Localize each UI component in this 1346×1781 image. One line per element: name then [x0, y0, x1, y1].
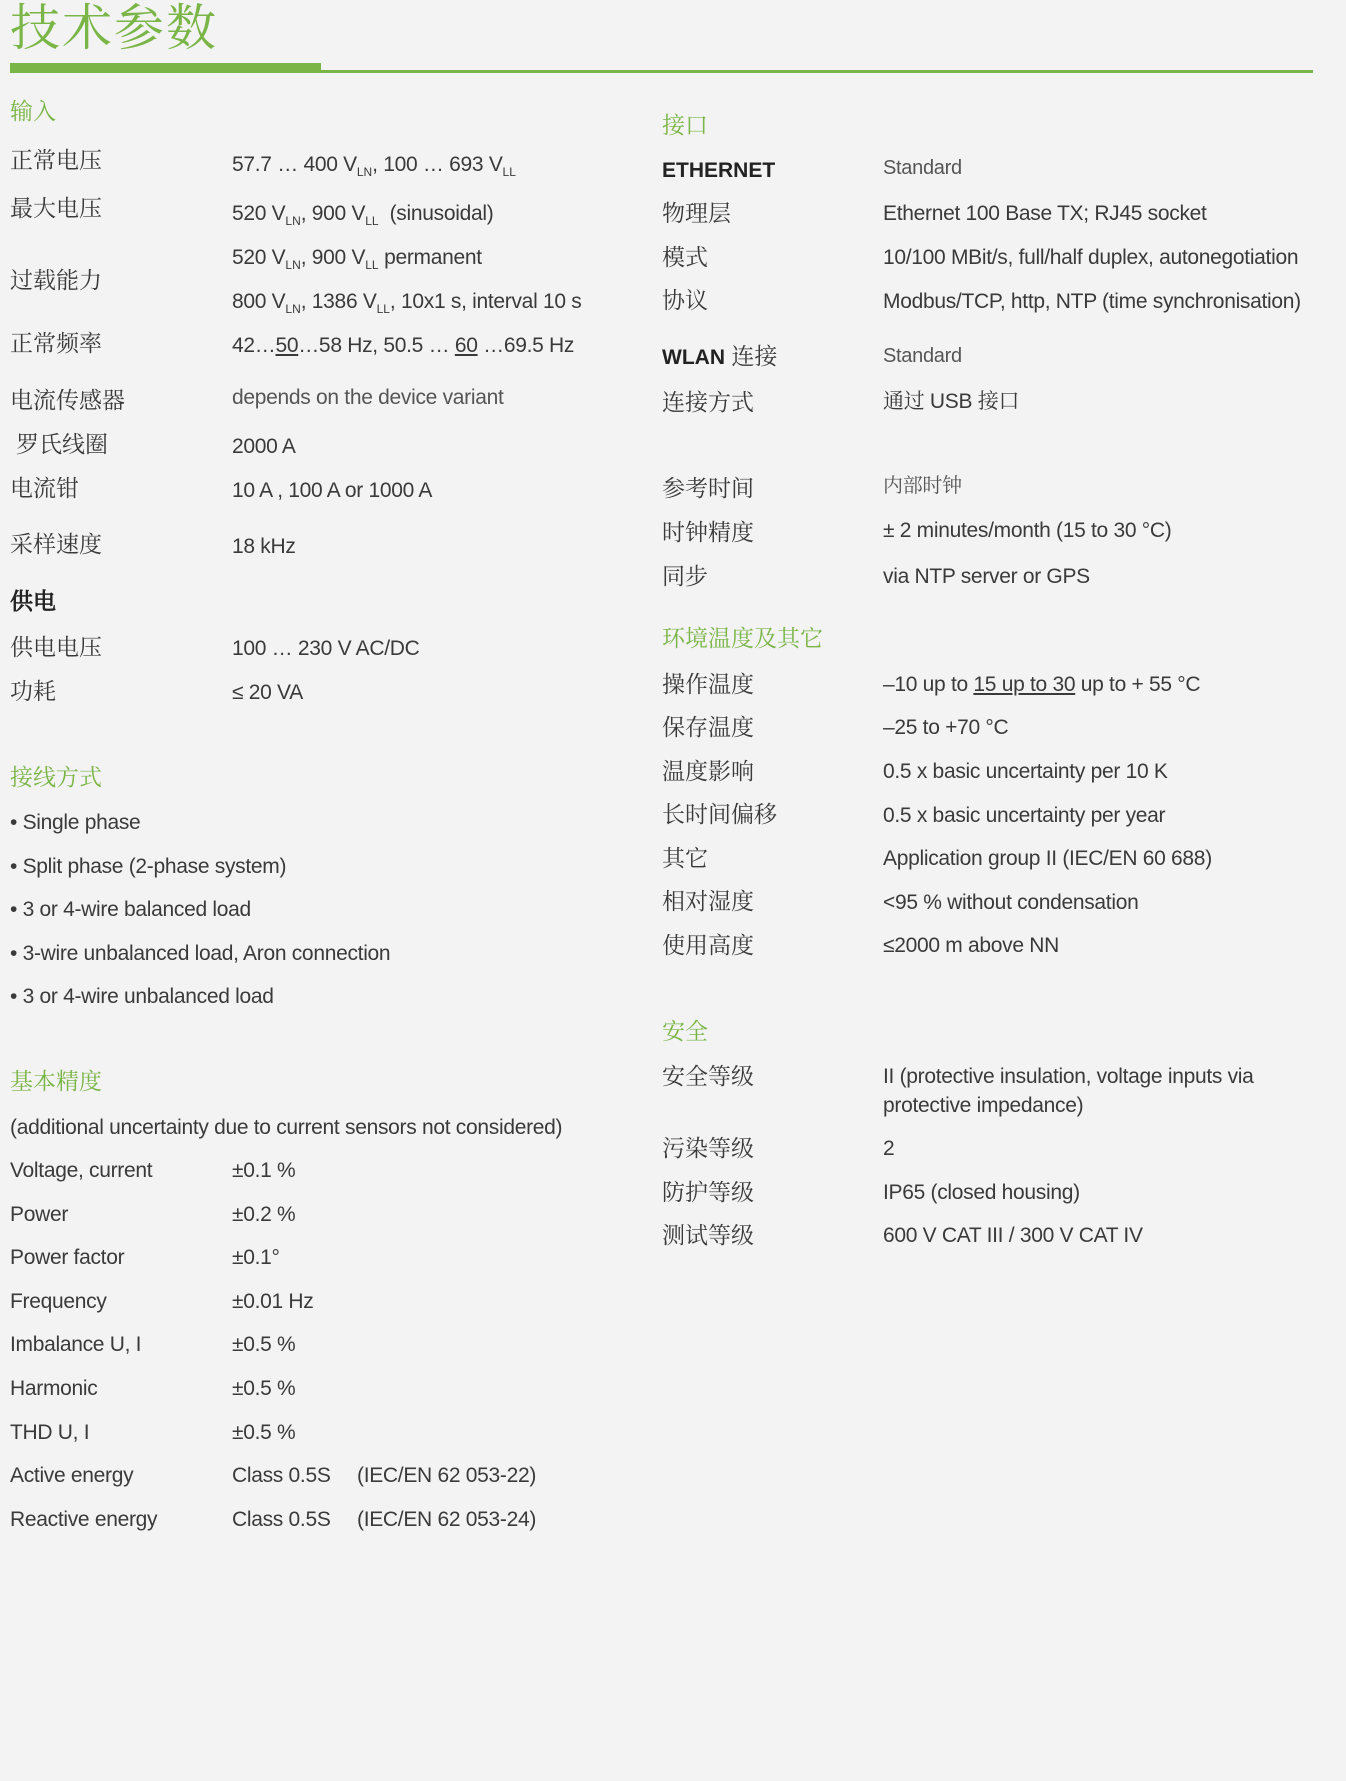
- wiring-item: • 3 or 4-wire unbalanced load: [10, 985, 274, 1008]
- sync-value: via NTP server or GPS: [883, 565, 1090, 588]
- frequency-label: 正常频率: [10, 330, 102, 356]
- reference-time-value: 内部时钟: [883, 475, 962, 497]
- accuracy-row-value: ±0.01 Hz: [232, 1290, 314, 1313]
- connection-value: 通过 USB 接口: [883, 390, 1020, 413]
- sampling-value: 18 kHz: [232, 535, 296, 558]
- accuracy-row-label: Power: [10, 1203, 69, 1226]
- protocol-value: Modbus/TCP, http, NTP (time synchronisation): [883, 290, 1301, 313]
- max-voltage-label: 最大电压: [10, 195, 102, 221]
- accuracy-row-value: ±0.5 %: [232, 1377, 296, 1400]
- current-sensor-label: 电流传感器: [10, 387, 125, 413]
- nominal-voltage-label: 正常电压: [10, 147, 102, 173]
- accuracy-row-value: Class 0.5S: [232, 1464, 331, 1487]
- safety-class-label: 安全等级: [662, 1063, 754, 1089]
- frequency-value: 42…50…58 Hz, 50.5 … 60 …69.5 Hz: [232, 334, 575, 357]
- sync-label: 同步: [662, 563, 708, 589]
- protection-value: IP65 (closed housing): [883, 1181, 1080, 1204]
- accuracy-row-value: ±0.5 %: [232, 1333, 296, 1356]
- supply-voltage-label: 供电电压: [10, 634, 102, 660]
- power-consumption-value: ≤ 20 VA: [232, 681, 303, 704]
- section-safety-heading: 安全: [662, 1018, 708, 1044]
- operating-temp-value: –10 up to 15 up to 30 up to + 55 °C: [883, 673, 1201, 696]
- accuracy-row-value: ±0.2 %: [232, 1203, 296, 1226]
- current-sensor-value: depends on the device variant: [232, 386, 504, 409]
- section-wiring-heading: 接线方式: [10, 764, 102, 790]
- accuracy-row-standard: (IEC/EN 62 053-22): [357, 1464, 537, 1487]
- overload-value-1: 520 $V_{LN}$, 900 $V_{LL}$ permanent: [232, 246, 482, 272]
- clamp-value: 10 A , 100 A or 1000 A: [232, 479, 433, 502]
- pollution-label: 污染等级: [662, 1135, 754, 1161]
- safety-class-value-line2: protective impedance): [883, 1094, 1084, 1117]
- humidity-value: <95 % without condensation: [883, 891, 1139, 914]
- section-environment-heading: 环境温度及其它: [662, 625, 823, 651]
- humidity-label: 相对湿度: [662, 888, 754, 914]
- clock-accuracy-label: 时钟精度: [662, 519, 754, 545]
- title-rule-accent: [10, 63, 321, 72]
- wiring-item: • 3 or 4-wire balanced load: [10, 898, 251, 921]
- accuracy-row-label: Reactive energy: [10, 1508, 158, 1531]
- section-supply-heading: 供电: [10, 588, 56, 614]
- reference-time-label: 参考时间: [662, 475, 754, 501]
- accuracy-row-label: Voltage, current: [10, 1159, 153, 1182]
- clamp-label: 电流钳: [10, 475, 79, 501]
- overload-label: 过载能力: [10, 267, 102, 293]
- accuracy-row-label: Harmonic: [10, 1377, 98, 1400]
- ethernet-value: Standard: [883, 157, 962, 179]
- operating-temp-label: 操作温度: [662, 671, 754, 697]
- pollution-value: 2: [883, 1137, 895, 1160]
- other-label: 其它: [662, 845, 708, 871]
- physical-layer-label: 物理层: [662, 200, 731, 226]
- mode-value: 10/100 MBit/s, full/half duplex, autonegotiation: [883, 246, 1299, 269]
- mode-label: 模式: [662, 244, 708, 270]
- other-value: Application group II (IEC/EN 60 688): [883, 847, 1212, 870]
- connection-label: 连接方式: [662, 389, 754, 415]
- accuracy-row-label: Imbalance U, I: [10, 1333, 142, 1356]
- storage-temp-value: –25 to +70 °C: [883, 716, 1009, 739]
- accuracy-row-label: Frequency: [10, 1290, 107, 1313]
- protection-label: 防护等级: [662, 1179, 754, 1205]
- test-category-value: 600 V CAT III / 300 V CAT IV: [883, 1224, 1143, 1247]
- section-interface-heading: 接口: [662, 112, 708, 138]
- wiring-item: • Split phase (2-phase system): [10, 855, 287, 878]
- physical-layer-value: Ethernet 100 Base TX; RJ45 socket: [883, 202, 1207, 225]
- clock-accuracy-value: ± 2 minutes/month (15 to 30 °C): [883, 519, 1172, 542]
- supply-voltage-value: 100 … 230 V AC/DC: [232, 637, 420, 660]
- accuracy-row-standard: (IEC/EN 62 053-24): [357, 1508, 537, 1531]
- altitude-label: 使用高度: [662, 932, 754, 958]
- temp-influence-label: 温度影响: [662, 758, 754, 784]
- storage-temp-label: 保存温度: [662, 714, 754, 740]
- ethernet-label: ETHERNET: [662, 159, 776, 182]
- sampling-label: 采样速度: [10, 531, 102, 557]
- nominal-voltage-value: 57.7 … 400 $V_{LN}$, 100 … 693 $V_{LL}$: [232, 153, 516, 179]
- wlan-value: Standard: [883, 345, 962, 367]
- wiring-item: • Single phase: [10, 811, 141, 834]
- accuracy-row-value: ±0.5 %: [232, 1421, 296, 1444]
- accuracy-row-label: Power factor: [10, 1246, 125, 1269]
- rogowski-value: 2000 A: [232, 435, 296, 458]
- drift-label: 长时间偏移: [662, 801, 777, 827]
- accuracy-note: (additional uncertainty due to current sensors not considered): [10, 1116, 563, 1139]
- accuracy-row-label: THD U, I: [10, 1421, 90, 1444]
- section-accuracy-heading: 基本精度: [10, 1068, 102, 1094]
- overload-value-2: 800 $V_{LN}$, 1386 $V_{LL}$, 10x1 s, interval 10 s: [232, 290, 582, 316]
- safety-class-value-line1: II (protective insulation, voltage inputs via: [883, 1065, 1254, 1088]
- accuracy-row-value: ±0.1°: [232, 1246, 280, 1269]
- accuracy-row-value: ±0.1 %: [232, 1159, 296, 1182]
- wlan-label: WLAN 连接: [662, 343, 778, 369]
- section-input-heading: 输入: [10, 98, 56, 124]
- max-voltage-value: 520 $V_{LN}$, 900 $V_{LL}$ (sinusoidal): [232, 202, 494, 228]
- accuracy-row-value: Class 0.5S: [232, 1508, 331, 1531]
- test-category-label: 测试等级: [662, 1222, 754, 1248]
- power-consumption-label: 功耗: [10, 678, 56, 704]
- protocol-label: 协议: [662, 287, 708, 313]
- altitude-value: ≤2000 m above NN: [883, 934, 1059, 957]
- wiring-item: • 3-wire unbalanced load, Aron connection: [10, 942, 391, 965]
- page-title: 技术参数: [10, 0, 218, 57]
- rogowski-label: 罗氏线圈: [16, 431, 108, 457]
- accuracy-row-label: Active energy: [10, 1464, 134, 1487]
- drift-value: 0.5 x basic uncertainty per year: [883, 804, 1166, 827]
- temp-influence-value: 0.5 x basic uncertainty per 10 K: [883, 760, 1168, 783]
